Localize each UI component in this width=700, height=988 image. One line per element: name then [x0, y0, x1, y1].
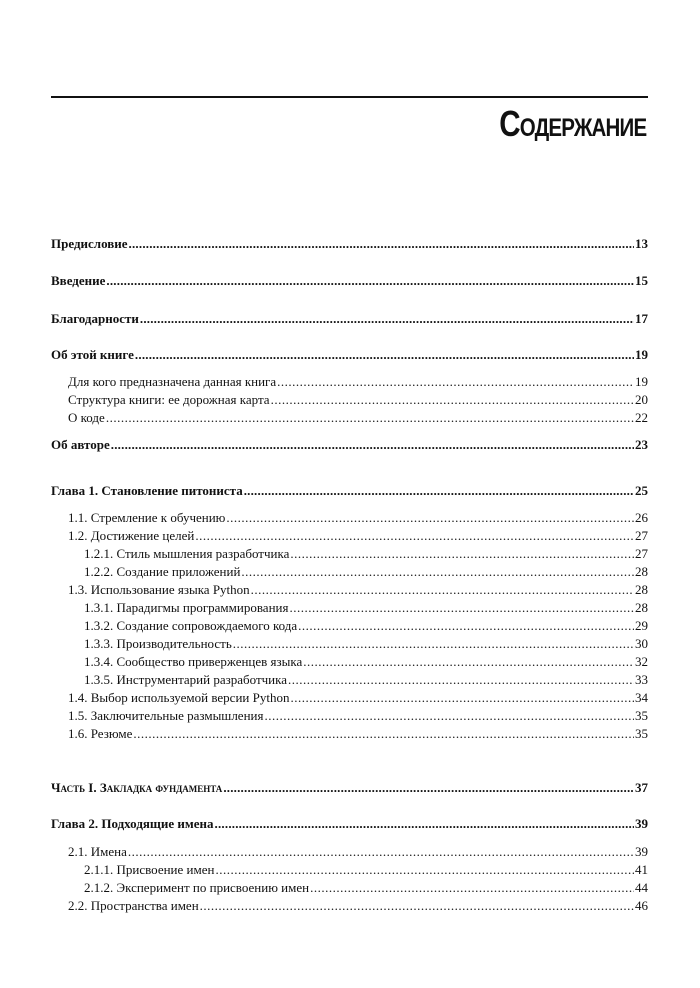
dot-leader: [106, 272, 634, 290]
toc-entry-label: 2.1.1. Присвоение имен: [84, 862, 215, 877]
toc-entry-part-1[interactable]: [51, 779, 648, 797]
dot-leader: [233, 635, 634, 653]
toc-entry-page: 41: [635, 862, 648, 877]
toc-entry-label: 1.2. Достижение целей: [68, 528, 195, 543]
toc-entry-1-3-5[interactable]: [84, 671, 648, 689]
toc-entry-label: 2.1. Имена: [68, 844, 127, 859]
toc-entry-label: 1.2.1. Стиль мышления разработчика: [84, 546, 290, 561]
toc-entry-label: Глава 2. Подходящие имена: [51, 816, 214, 831]
toc-entry-page: 15: [635, 273, 648, 288]
toc-entry-1-3-2[interactable]: [84, 617, 648, 635]
toc-entry-page: 28: [635, 582, 648, 597]
toc-entry-page: 29: [635, 618, 648, 633]
toc-entry-label: 1.5. Заключительные размышления: [68, 708, 264, 723]
toc-entry-preface[interactable]: [51, 235, 648, 253]
toc-entry-label: Для кого предназначена данная книга: [68, 374, 277, 389]
toc-entry-page: 34: [635, 690, 648, 705]
dot-leader: [215, 861, 634, 879]
toc-entry-label: Глава 1. Становление питониста: [51, 483, 243, 498]
dot-leader: [277, 373, 634, 391]
dot-leader: [303, 653, 634, 671]
toc-entry-page: 19: [635, 374, 648, 389]
toc-entry-page: 23: [635, 437, 648, 452]
toc-entry-page: 17: [635, 311, 648, 326]
toc-entry-1-1[interactable]: [68, 509, 648, 527]
toc-entry-introduction[interactable]: [51, 272, 648, 290]
toc-entry-label: Часть I. Закладка фундамента: [51, 780, 223, 795]
dot-leader: [195, 527, 634, 545]
dot-leader: [251, 581, 634, 599]
toc-entry-page: 22: [635, 410, 648, 425]
toc-entry-label: 1.3.2. Создание сопровождаемого кода: [84, 618, 298, 633]
toc-entry-label: Предисловие: [51, 236, 128, 251]
toc-entry-page: 32: [635, 654, 648, 669]
toc-entry-label: Об авторе: [51, 437, 110, 452]
toc-entry-2-1[interactable]: [68, 843, 648, 861]
toc-entry-audience[interactable]: [68, 373, 648, 391]
toc-entry-2-1-2[interactable]: [84, 879, 648, 897]
dot-leader: [135, 346, 634, 364]
toc-entry-acknowledgements[interactable]: [51, 310, 648, 328]
toc-entry-1-3-1[interactable]: [84, 599, 648, 617]
toc-entry-about-author[interactable]: [51, 436, 648, 454]
toc-entry-page: 39: [635, 844, 648, 859]
dot-leader: [133, 725, 634, 743]
dot-leader: [223, 779, 634, 797]
toc-entry-chapter-1[interactable]: [51, 482, 648, 500]
toc-entry-1-2[interactable]: [68, 527, 648, 545]
dot-leader: [226, 509, 634, 527]
toc-entry-page: 46: [635, 898, 648, 913]
dot-leader: [129, 235, 634, 253]
toc-entry-label: 1.4. Выбор используемой версии Python: [68, 690, 290, 705]
dot-leader: [215, 815, 634, 833]
dot-leader: [128, 843, 634, 861]
toc-entry-page: 28: [635, 564, 648, 579]
toc-entry-about-book[interactable]: [51, 346, 648, 364]
toc-entry-label: Благодарности: [51, 311, 139, 326]
toc-entry-1-3-3[interactable]: [84, 635, 648, 653]
toc-entry-page: 44: [635, 880, 648, 895]
dot-leader: [298, 617, 634, 635]
toc-entry-label: 1.3.1. Парадигмы программирования: [84, 600, 289, 615]
toc-entry-label: 1.3.5. Инструментарий разработчика: [84, 672, 288, 687]
toc-entry-page: 35: [635, 726, 648, 741]
dot-leader: [244, 482, 634, 500]
toc-entry-2-1-1[interactable]: [84, 861, 648, 879]
toc-entry-page: 20: [635, 392, 648, 407]
toc-entry-page: 26: [635, 510, 648, 525]
toc-entry-page: 27: [635, 546, 648, 561]
toc-entry-page: 30: [635, 636, 648, 651]
dot-leader: [200, 897, 634, 915]
dot-leader: [310, 879, 634, 897]
toc-entry-1-2-2[interactable]: [84, 563, 648, 581]
toc-entry-label: 2.2. Пространства имен: [68, 898, 199, 913]
toc-entry-label: Структура книги: ее дорожная карта: [68, 392, 270, 407]
top-rule: [51, 96, 648, 98]
toc-entry-1-6[interactable]: [68, 725, 648, 743]
dot-leader: [290, 689, 634, 707]
toc-entry-label: Об этой книге: [51, 347, 134, 362]
toc-entry-page: 33: [635, 672, 648, 687]
dot-leader: [288, 671, 634, 689]
toc-entry-chapter-2[interactable]: [51, 815, 648, 833]
toc-entry-label: 1.2.2. Создание приложений: [84, 564, 241, 579]
toc-entry-page: 37: [635, 780, 648, 795]
dot-leader: [140, 310, 634, 328]
toc-entry-page: 27: [635, 528, 648, 543]
toc-entry-1-5[interactable]: [68, 707, 648, 725]
toc-entry-label: 1.6. Резюме: [68, 726, 133, 741]
toc-entry-page: 25: [635, 483, 648, 498]
toc-entry-label: Введение: [51, 273, 106, 288]
dot-leader: [111, 436, 634, 454]
toc-entry-label: 1.3.3. Производительность: [84, 636, 232, 651]
toc-entry-roadmap[interactable]: [68, 391, 648, 409]
toc-entry-page: 28: [635, 600, 648, 615]
dot-leader: [290, 545, 634, 563]
toc-entry-1-3[interactable]: [68, 581, 648, 599]
page-title: Содержание: [498, 103, 646, 144]
toc-entry-page: 19: [635, 347, 648, 362]
toc-entry-about-code[interactable]: [68, 409, 648, 427]
dot-leader: [289, 599, 634, 617]
toc-entry-page: 35: [635, 708, 648, 723]
dot-leader: [264, 707, 634, 725]
dot-leader: [241, 563, 634, 581]
toc-entry-page: 13: [635, 236, 648, 251]
toc-entry-1-4[interactable]: [68, 689, 648, 707]
toc-entry-label: 1.3. Использование языка Python: [68, 582, 250, 597]
toc-entry-label: О коде: [68, 410, 105, 425]
toc-entry-1-2-1[interactable]: [84, 545, 648, 563]
toc-entry-label: 1.3.4. Сообщество приверженцев языка: [84, 654, 303, 669]
toc-entry-page: 39: [635, 816, 648, 831]
toc-entry-1-3-4[interactable]: [84, 653, 648, 671]
toc-entry-label: 2.1.2. Эксперимент по присвоению имен: [84, 880, 310, 895]
toc-entry-2-2[interactable]: [68, 897, 648, 915]
dot-leader: [271, 391, 634, 409]
toc-entry-label: 1.1. Стремление к обучению: [68, 510, 226, 525]
dot-leader: [106, 409, 634, 427]
